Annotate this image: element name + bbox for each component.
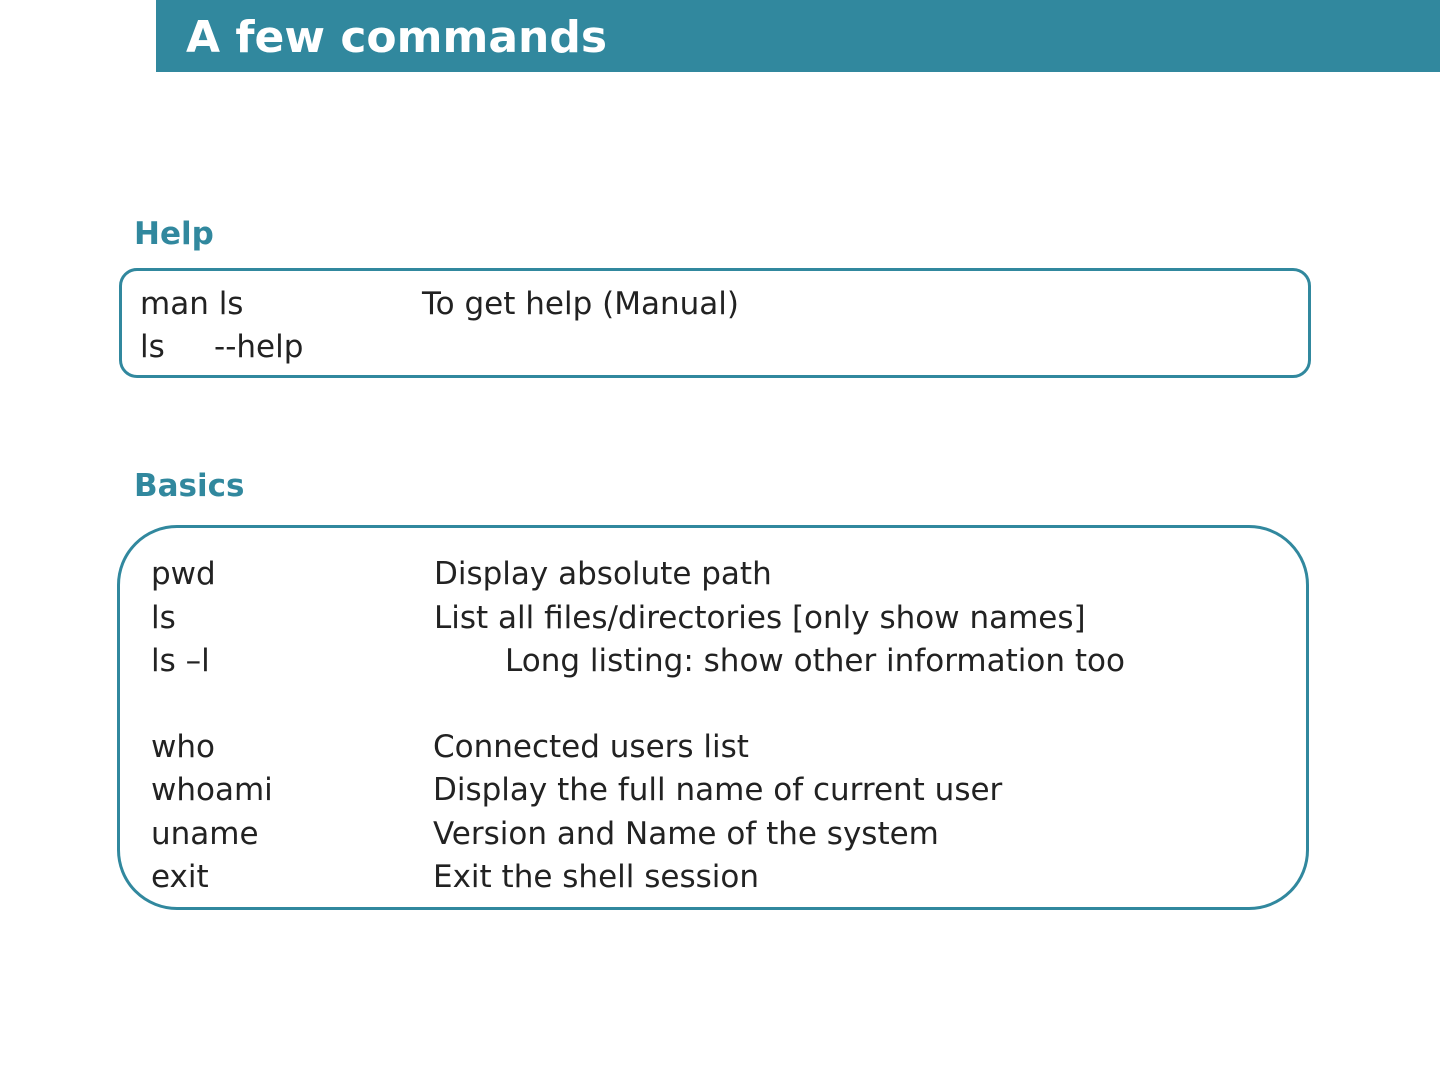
basics-command: exit: [151, 859, 209, 895]
basics-row: [151, 857, 1291, 897]
basics-command: who: [151, 729, 215, 765]
basics-description: Display absolute path: [434, 556, 772, 592]
basics-row: [151, 814, 1291, 854]
basics-heading: Basics: [134, 468, 245, 504]
help-heading: Help: [134, 216, 214, 252]
basics-row: [151, 727, 1291, 767]
basics-description: Long listing: show other information too: [505, 643, 1125, 679]
basics-command: uname: [151, 816, 259, 852]
help-command: ls --help: [140, 329, 304, 365]
basics-description: Version and Name of the system: [433, 816, 939, 852]
basics-row: [151, 554, 1291, 594]
basics-description: Connected users list: [433, 729, 749, 765]
help-command: man ls: [140, 286, 244, 322]
help-row: [140, 327, 1290, 367]
basics-command: whoami: [151, 772, 273, 808]
basics-description: Display the full name of current user: [433, 772, 1003, 808]
help-description: To get help (Manual): [422, 286, 739, 322]
help-row: [140, 284, 1290, 324]
basics-command: ls: [151, 600, 176, 636]
basics-row: [151, 770, 1291, 810]
basics-description: Exit the shell session: [433, 859, 759, 895]
basics-row: [151, 598, 1291, 638]
basics-row: [151, 641, 1291, 681]
basics-command: pwd: [151, 556, 216, 592]
basics-command: ls –l: [151, 643, 210, 679]
title-bar: [156, 0, 1440, 72]
slide-title: A few commands: [186, 12, 608, 63]
basics-description: List all files/directories [only show names]: [434, 600, 1086, 636]
